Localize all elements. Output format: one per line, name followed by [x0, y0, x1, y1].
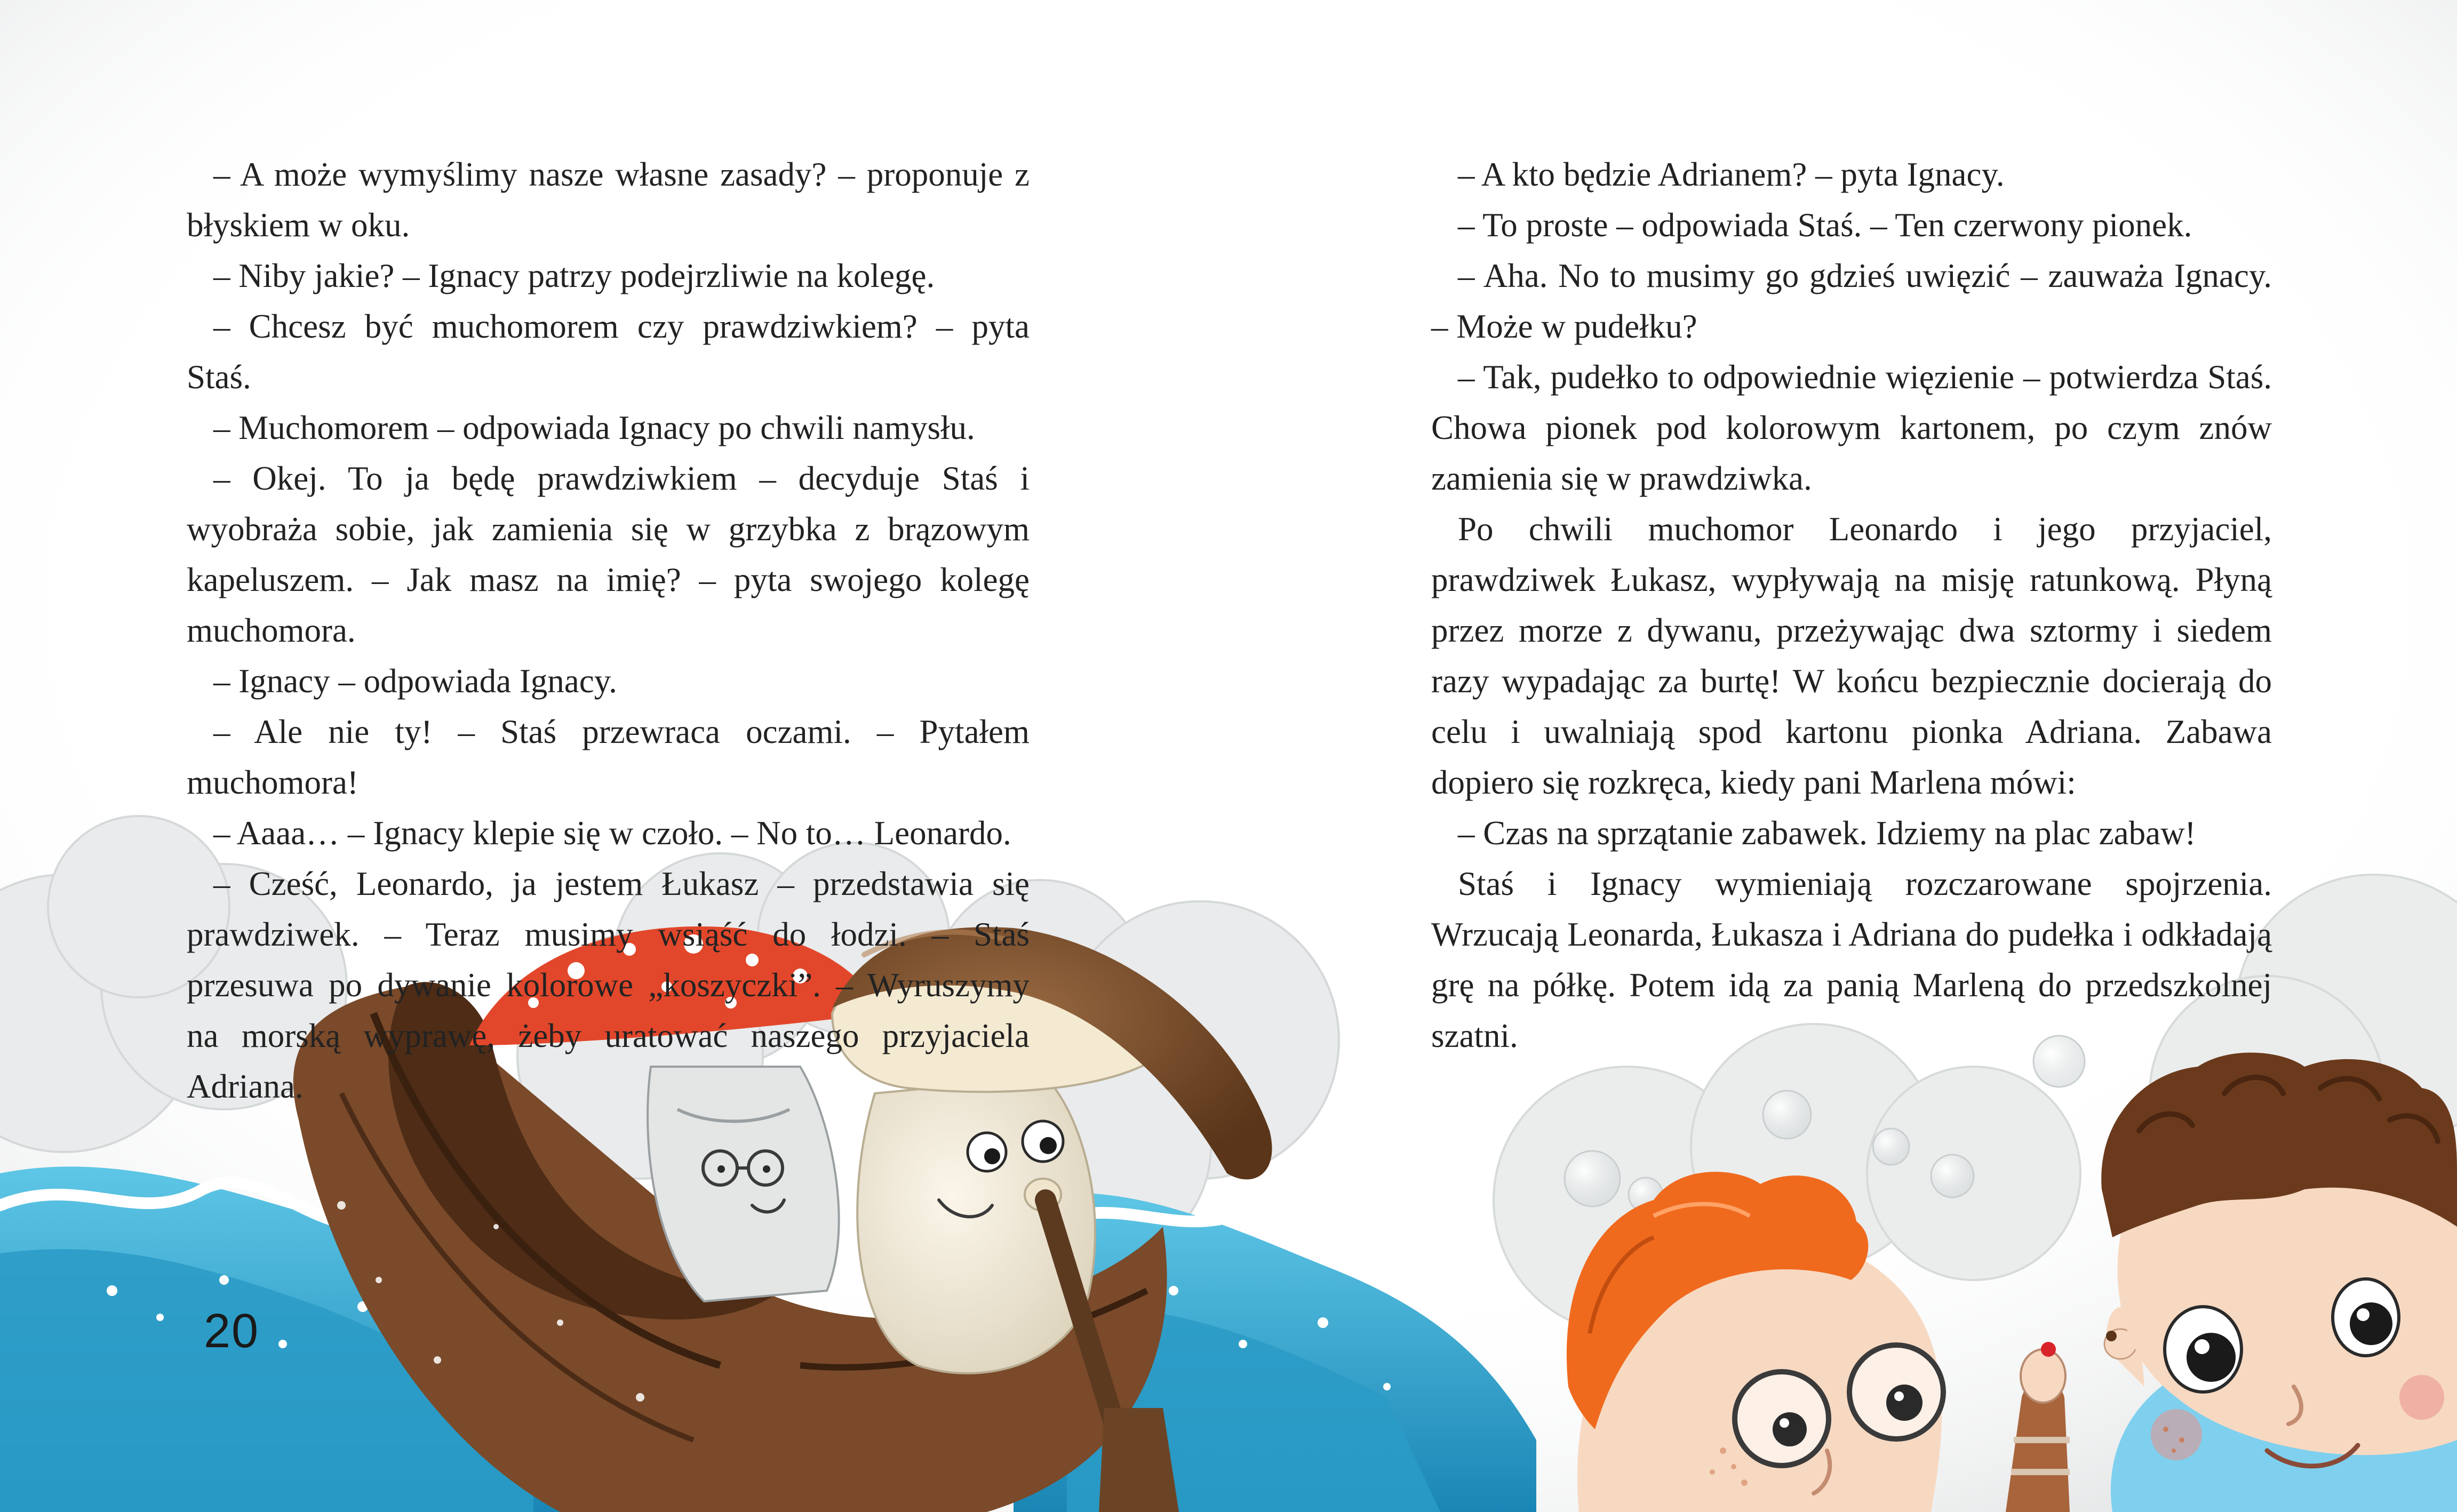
- left-paragraph: – Chcesz być muchomorem czy prawdziwkiem? – pyta Staś.: [187, 308, 1030, 396]
- left-paragraph: – Aaaa… – Ignacy klepie się w czoło. – No to… Leonardo.: [213, 814, 1011, 852]
- left-paragraph: – Niby jakie? – Ignacy patrzy podejrzliwie na kolegę.: [213, 257, 935, 294]
- right-page-text: [1431, 149, 2272, 1061]
- left-paragraph: – Muchomorem – odpowiada Ignacy po chwili namysłu.: [213, 409, 975, 446]
- right-paragraph: – To proste – odpowiada Staś. – Ten czerwony pionek.: [1458, 206, 2192, 244]
- right-paragraph: – A kto będzie Adrianem? – pyta Ignacy.: [1458, 156, 2005, 193]
- left-paragraph: – Okej. To ja będę prawdziwkiem – decyduje Staś i wyobraża sobie, jak zamienia się w grzybka z brązowym kapeluszem. – Jak masz na imię? – pyta swojego kolegę muchomora.: [187, 460, 1030, 649]
- red-pawn-icon: [2041, 1342, 2056, 1357]
- left-paragraph: – Ignacy – odpowiada Ignacy.: [213, 662, 617, 700]
- right-paragraph: Staś i Ignacy wymieniają rozczarowane spojrzenia. Wrzucają Leonarda, Łukasza i Adriana do pudełka i odkładają grę na półkę. Potem idą za panią Marleną do przedszkolnej szatni.: [1431, 865, 2272, 1054]
- left-paragraph: – Ale nie ty! – Staś przewraca oczami. – Pytałem muchomora!: [187, 713, 1030, 801]
- left-page-text: [187, 149, 1030, 1112]
- right-paragraph: – Czas na sprzątanie zabawek. Idziemy na plac zabaw!: [1458, 814, 2196, 852]
- left-paragraph: – Cześć, Leonardo, ja jestem Łukasz – przedstawia się prawdziwek. – Teraz musimy wsiąść do łodzi. – Staś przesuwa po dywanie kolorowe „koszyczki”. – Wyruszymy na morską wyprawę, żeby uratować naszego przyjaciela Adriana.: [187, 865, 1030, 1105]
- right-paragraph: Po chwili muchomor Leonardo i jego przyjaciel, prawdziwek Łukasz, wypływają na misję ratunkową. Płyną przez morze z dywanu, przeżywając dwa sztormy i siedem razy wypadając za burtę! W końcu bezpiecznie docierają do celu i uwalniają spod kartonu pionka Adriana. Zabawa dopiero się rozkręca, kiedy pani Marlena mówi:: [1431, 510, 2272, 801]
- left-paragraph: – A może wymyślimy nasze własne zasady? – proponuje z błyskiem w oku.: [187, 156, 1030, 244]
- page-number: 20: [204, 1305, 260, 1358]
- right-paragraph: – Tak, pudełko to odpowiednie więzienie – potwierdza Staś. Chowa pionek pod kolorowym kartonem, po czym znów zamienia się w prawdziwka.: [1431, 358, 2272, 497]
- brown-haired-boy: [2101, 1053, 2457, 1512]
- right-paragraph: – Aha. No to musimy go gdzieś uwięzić – zauważa Ignacy. – Może w pudełku?: [1431, 257, 2272, 345]
